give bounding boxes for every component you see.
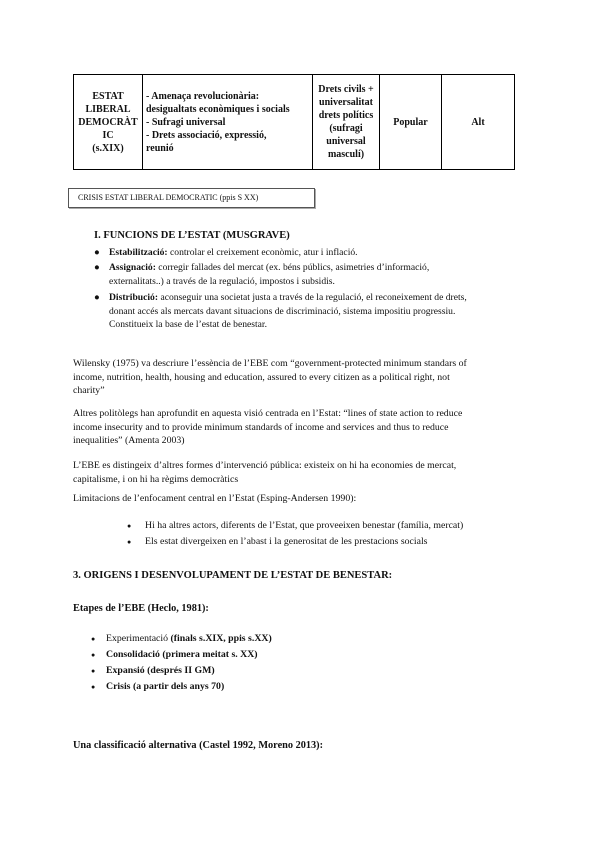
table-row: [74, 75, 515, 170]
bullet-icon: ●: [91, 635, 96, 643]
list-item: ● Experimentació (finals s.XIX, ppis s.XX): [91, 633, 272, 644]
bullet-icon: ●: [94, 262, 100, 273]
paragraph-wilensky: Wilensky (1975) va descriure l’essència de l’EBE com “government-protected minimum standars of income, nutrition, health, housing and education, assured to every citizen as a political right, not charity”: [73, 358, 467, 397]
stages-heading: Etapes de l’EBE (Heclo, 1981):: [73, 603, 209, 614]
bullet-icon: ●: [127, 538, 132, 546]
rights-cell: Drets civils + universalitat drets polítics (sufragi universal masculí): [313, 75, 380, 170]
paragraph-amenta: Altres politòlegs han aprofundit en aquesta visió centrada en l’Estat: “lines of state action to reduce income insecurity and to provide minimum standards of income and services and thus to reduce inequalities” (Amenta 2003): [73, 408, 463, 447]
bullet-icon: ●: [94, 247, 100, 258]
list-item: ● Els estat divergeixen en l’abast i la generositat de les prestacions socials: [127, 536, 428, 547]
list-item: ● Consolidació (primera meitat s. XX): [91, 649, 258, 660]
section-heading-origins: 3. ORIGENS I DESENVOLUPAMENT DE L’ESTAT DE BENESTAR:: [73, 570, 393, 581]
list-item: ● Hi ha altres actors, diferents de l’Estat, que proveeixen benestar (família, mercat): [127, 520, 464, 531]
alt-classification-heading: Una classificació alternativa (Castel 1992, Moreno 2013):: [73, 740, 324, 751]
paragraph-ebe: L’EBE es distingeix d’altres formes d’intervenció pública: existeix on hi ha economies de mercat, capitalisme, i on hi ha règims democràtics: [73, 460, 457, 485]
crisis-box: [68, 188, 315, 208]
support-cell: Popular: [380, 75, 442, 170]
list-item: ● Assignació: corregir fallades del mercat (ex. béns públics, asimetries d’informació, externalitats..) a través de la regulació, impostos i subsidis.: [94, 262, 430, 287]
bullet-icon: ●: [91, 651, 96, 659]
paragraph-limits: Limitacions de l’enfocament central en l’Estat (Esping-Andersen 1990):: [73, 493, 357, 504]
welfare-state-table: [73, 74, 515, 170]
bullet-icon: ●: [91, 667, 96, 675]
list-item: ● Expansió (després II GM): [91, 665, 215, 676]
level-cell: Alt: [442, 75, 515, 170]
list-item: ● Crisis (a partir dels anys 70): [91, 681, 225, 692]
bullet-icon: ●: [94, 292, 100, 303]
bullet-icon: ●: [127, 522, 132, 530]
features-cell: - Amenaça revolucionària: desigualtats econòmiques i socials - Sufragi universal - Drets associació, expressió, reunió: [143, 75, 313, 170]
list-item: ● Estabilització: controlar el creixement econòmic, atur i inflació.: [94, 247, 358, 258]
section-heading-functions: I. FUNCIONS DE L’ESTAT (MUSGRAVE): [94, 230, 290, 241]
state-type-cell: ESTAT LIBERAL DEMOCRÀT IC (s.XIX): [74, 75, 143, 170]
list-item: ● Distribució: aconseguir una societat justa a través de la regulació, el reconeixement de drets, donant accés als mercats davant situacions de discriminació, sistema impositiu progressiu. Constitueix la base de l’estat de benestar.: [94, 292, 467, 331]
crisis-note: (ppis S XX): [219, 193, 259, 202]
bullet-icon: ●: [91, 683, 96, 691]
crisis-title: CRISIS ESTAT LIBERAL DEMOCRATIC: [78, 193, 218, 202]
